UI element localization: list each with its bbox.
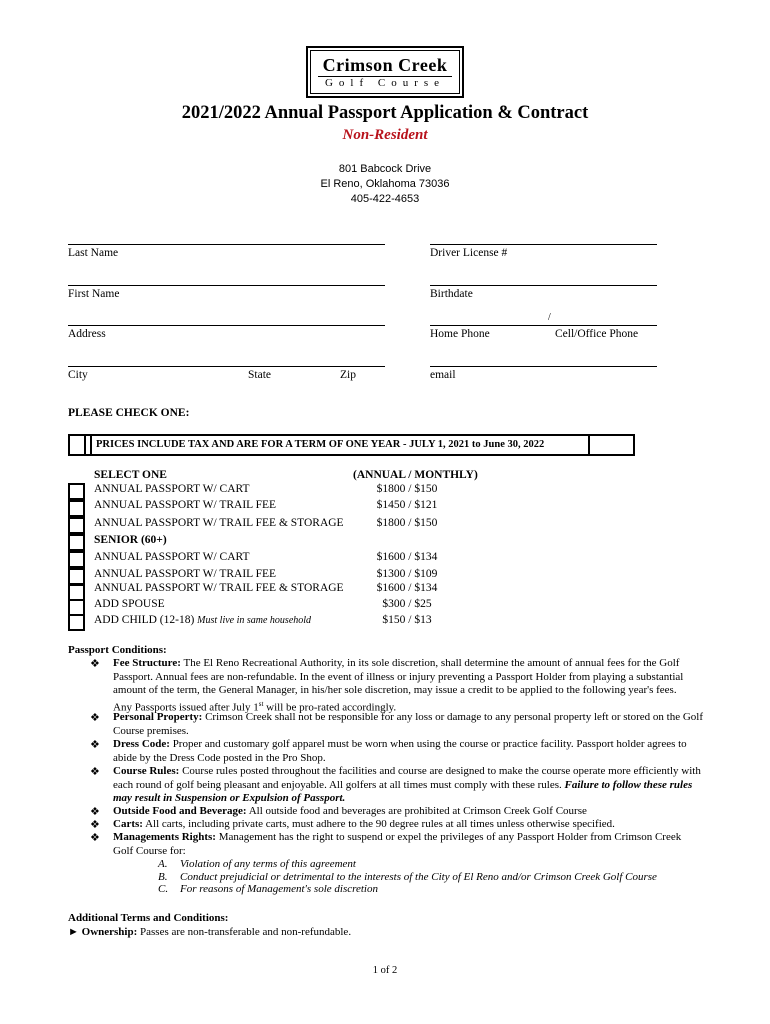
ownership-title: Ownership:: [81, 926, 138, 938]
ownership-text: Passes are non-transferable and non-refundable.: [140, 926, 352, 938]
option-child-row: [94, 614, 311, 626]
option-label: ANNUAL PASSPORT W/ CART: [94, 483, 250, 495]
fee-title: Fee Structure:: [113, 657, 181, 669]
carts-title: Carts:: [113, 818, 143, 830]
outside-food: [113, 805, 703, 819]
option-price: $1300 / $109: [376, 568, 438, 580]
rules-title: Course Rules:: [113, 765, 180, 777]
phone-line[interactable]: [430, 325, 657, 326]
option-price: $1800 / $150: [376, 517, 438, 529]
check-one-heading: PLEASE CHECK ONE:: [68, 407, 190, 419]
conditions-heading: Passport Conditions:: [68, 644, 167, 656]
sub-item: A. Violation of any terms of this agreement: [158, 858, 356, 870]
ownership-line: [68, 926, 351, 938]
phone-slash: /: [548, 312, 551, 323]
carts-text: All carts, including private carts, must adhere to the 90 degree rules at all times unless otherwise specified.: [145, 818, 615, 830]
logo-name: Crimson Creek: [322, 55, 448, 75]
sub-item: C. For reasons of Management's sole discretion: [158, 883, 378, 896]
checkbox-senior-cart[interactable]: [68, 551, 85, 568]
prop-title: Personal Property:: [113, 711, 203, 723]
option-price: $1800 / $150: [376, 483, 438, 495]
phone-number: 405-422-4653: [350, 193, 420, 205]
option-price: $300 / $25: [382, 598, 432, 610]
fee-sup: st: [258, 699, 264, 708]
logo: [306, 46, 464, 98]
address-line-2: El Reno, Oklahoma 73036: [320, 178, 450, 190]
cell-phone-label: Cell/Office Phone: [555, 328, 639, 340]
diamond-bullet-icon: ❖: [90, 658, 100, 670]
driver-license-line[interactable]: [430, 244, 657, 245]
city-label: City: [68, 369, 88, 381]
mgmt-title: Managements Rights:: [113, 831, 216, 843]
logo-sub: Golf Course: [318, 76, 451, 89]
fee-text-2a: Any Passports issued after July 1: [113, 701, 259, 714]
dress-text: Proper and customary golf apparel must be worn when using the course or practice facility. Passport holder agrees to abide by the Dress Code posted in the Pro Shop.: [113, 738, 687, 764]
diamond-bullet-icon: ❖: [90, 806, 100, 818]
option-label: ADD SPOUSE: [94, 598, 165, 610]
diamond-bullet-icon: ❖: [90, 832, 100, 844]
zip-label: Zip: [340, 369, 356, 381]
checkbox-child[interactable]: [68, 614, 85, 631]
prices-banner: [68, 434, 635, 456]
checkbox-senior-trail[interactable]: [68, 568, 85, 585]
mgmt-text: Management has the right to suspend or expel the privileges of any Passport Holder from Crimson Creek Golf Course for:: [113, 831, 682, 857]
page-subtitle: Non-Resident: [342, 127, 428, 143]
address-line-1: 801 Babcock Drive: [338, 163, 432, 175]
city-state-zip-line[interactable]: [68, 366, 385, 367]
last-name-label: Last Name: [68, 247, 119, 259]
carts: [113, 818, 703, 832]
senior-heading: SENIOR (60+): [94, 534, 167, 546]
food-text: All outside food and beverages are prohibited at Crimson Creek Golf Course: [248, 805, 587, 817]
select-one-label: SELECT ONE: [94, 469, 167, 481]
email-label: email: [430, 369, 456, 381]
course-rules: [113, 765, 703, 806]
first-name-line[interactable]: [68, 285, 385, 286]
fee-text: The El Reno Recreational Authority, in its sole discretion, shall determine the amount of annual fees for the Golf Passport. Annual fees are non-refundable. In the event of illness or injury preventing a Passport Holder from playing a substantial amount of the term, the General Manager, in his/her sole discretion, may issue a credit to be applied to the following year's fees.: [113, 657, 684, 697]
option-price: $1600 / $134: [376, 551, 438, 563]
checkbox-cart[interactable]: [68, 483, 85, 500]
birthdate-label: Birthdate: [430, 288, 473, 300]
option-label: ANNUAL PASSPORT W/ TRAIL FEE & STORAGE: [94, 582, 344, 594]
personal-property: [113, 711, 703, 738]
food-title: Outside Food and Beverage:: [113, 805, 247, 817]
option-price: $150 / $13: [382, 614, 432, 626]
rules-bold: Failure to follow these rules may result in Suspension or Expulsion of Passport.: [113, 778, 693, 805]
option-price: $1450 / $121: [376, 499, 438, 511]
additional-heading: Additional Terms and Conditions:: [68, 912, 229, 924]
option-note: Must live in same household: [197, 615, 312, 626]
diamond-bullet-icon: ❖: [90, 766, 100, 778]
diamond-bullet-icon: ❖: [90, 819, 100, 831]
state-label: State: [248, 369, 271, 381]
birthdate-line[interactable]: [430, 285, 657, 286]
arrow-icon: ►: [68, 926, 79, 938]
option-label: ANNUAL PASSPORT W/ TRAIL FEE: [94, 499, 277, 511]
banner-left-box: [70, 436, 86, 454]
checkbox-senior[interactable]: [68, 534, 85, 551]
email-line[interactable]: [430, 366, 657, 367]
option-label: ANNUAL PASSPORT W/ TRAIL FEE & STORAGE: [94, 517, 344, 529]
dress-title: Dress Code:: [113, 738, 170, 750]
sub-list: [158, 858, 657, 895]
diamond-bullet-icon: ❖: [90, 739, 100, 751]
banner-text: PRICES INCLUDE TAX AND ARE FOR A TERM OF ONE YEAR - JULY 1, 2021 to June 30, 2022: [90, 436, 590, 454]
dress-code: [113, 738, 703, 765]
sub-item: B. Conduct prejudicial or detrimental to the interests of the City of El Reno and/or Crimson Creek Golf Course: [158, 870, 657, 883]
driver-license-label: Driver License #: [430, 247, 508, 259]
rules-text: Course rules posted throughout the facilities and course are designed to make the course operate more efficiently with each round of golf being pleasant and enjoyable. All golfers at all times must comply with these rules.: [113, 765, 701, 791]
last-name-line[interactable]: [68, 244, 385, 245]
address-line[interactable]: [68, 325, 385, 326]
management-rights: [113, 831, 703, 858]
first-name-label: First Name: [68, 288, 120, 300]
fee-structure: [113, 657, 703, 715]
diamond-bullet-icon: ❖: [90, 712, 100, 724]
fee-text-2b: will be pro-rated accordingly.: [263, 701, 397, 714]
checkbox-trail-fee[interactable]: [68, 500, 85, 517]
checkbox-trail-storage[interactable]: [68, 517, 85, 534]
page-number: 1 of 2: [372, 965, 398, 976]
prop-text: Crimson Creek shall not be responsible for any loss or damage to any personal property left or stored on the Golf Course premises.: [113, 711, 704, 737]
address-label: Address: [68, 328, 106, 340]
page-title: 2021/2022 Annual Passport Application & Contract: [181, 103, 589, 123]
home-phone-label: Home Phone: [430, 328, 490, 340]
annual-monthly-label: (ANNUAL / MONTHLY): [353, 469, 478, 481]
option-label: ANNUAL PASSPORT W/ CART: [94, 551, 250, 563]
option-label: ADD CHILD (12-18): [94, 614, 195, 626]
option-price: $1600 / $134: [376, 582, 438, 594]
option-label: ANNUAL PASSPORT W/ TRAIL FEE: [94, 568, 277, 580]
